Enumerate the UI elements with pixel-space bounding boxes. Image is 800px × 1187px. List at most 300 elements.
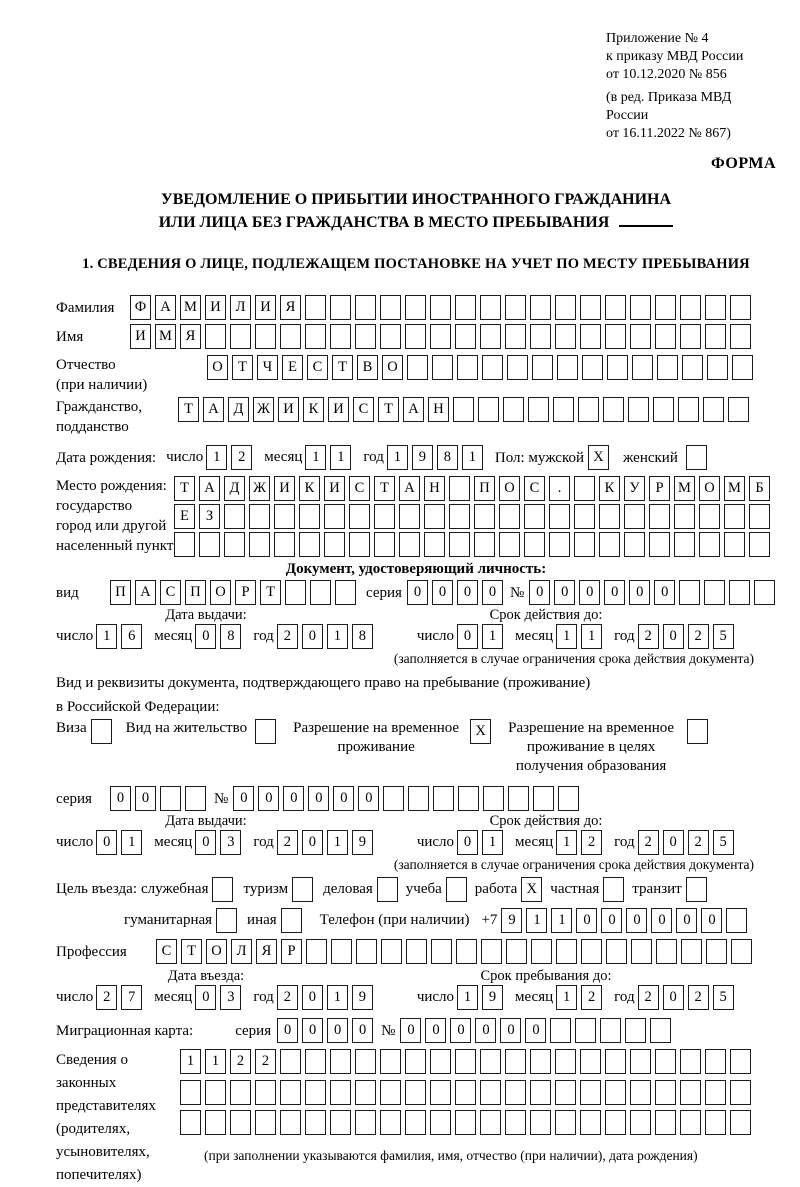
char-box[interactable]: О [207,355,228,380]
char-box[interactable]: П [110,580,131,605]
char-box[interactable]: 2 [688,830,709,855]
birth-place-line1[interactable] [174,476,770,501]
char-box[interactable]: А [199,476,220,501]
char-box[interactable] [399,504,420,529]
purpose-transit-checkbox[interactable] [686,877,707,902]
char-box[interactable]: 0 [327,1018,348,1043]
char-box[interactable] [674,532,695,557]
char-box[interactable] [380,1080,401,1105]
char-box[interactable]: 9 [412,445,433,470]
char-box[interactable] [680,1080,701,1105]
char-box[interactable] [578,397,599,422]
char-box[interactable] [449,476,470,501]
temp-residence-checkbox[interactable] [470,719,491,744]
char-box[interactable] [457,355,478,380]
char-box[interactable]: А [399,476,420,501]
char-box[interactable] [355,1110,376,1135]
char-box[interactable] [674,504,695,529]
char-box[interactable] [481,939,502,964]
char-box[interactable]: Я [180,324,201,349]
char-box[interactable] [555,1049,576,1074]
char-box[interactable]: 0 [308,786,329,811]
char-box[interactable]: 1 [556,985,577,1010]
char-box[interactable]: 1 [305,445,326,470]
char-box[interactable] [649,532,670,557]
char-box[interactable] [749,532,770,557]
char-box[interactable]: А [155,295,176,320]
char-box[interactable] [482,355,503,380]
char-box[interactable]: 5 [713,624,734,649]
char-box[interactable]: 9 [352,830,373,855]
char-box[interactable] [355,1080,376,1105]
char-box[interactable]: 3 [220,985,241,1010]
char-box[interactable]: С [353,397,374,422]
char-box[interactable]: И [205,295,226,320]
char-box[interactable]: 1 [387,445,408,470]
doc-series-boxes[interactable] [407,580,503,605]
char-box[interactable] [705,1080,726,1105]
char-box[interactable] [655,1110,676,1135]
purpose-business-checkbox[interactable] [377,877,398,902]
char-box[interactable] [703,397,724,422]
birth-place-line3[interactable] [174,532,770,557]
char-box[interactable]: Т [332,355,353,380]
char-box[interactable] [255,1110,276,1135]
char-box[interactable]: Н [424,476,445,501]
char-box[interactable]: Н [428,397,449,422]
char-box[interactable]: 1 [327,985,348,1010]
char-box[interactable]: Д [228,397,249,422]
char-box[interactable] [383,786,404,811]
char-box[interactable] [655,1080,676,1105]
char-box[interactable] [205,1080,226,1105]
char-box[interactable] [456,939,477,964]
char-box[interactable] [624,532,645,557]
char-box[interactable] [230,324,251,349]
char-box[interactable]: Я [280,295,301,320]
char-box[interactable]: 1 [551,908,572,933]
char-box[interactable] [687,719,708,744]
purpose-tourism-checkbox[interactable] [292,877,313,902]
char-box[interactable]: 1 [482,830,503,855]
char-box[interactable]: А [135,580,156,605]
char-box[interactable]: 0 [277,1018,298,1043]
char-box[interactable]: А [403,397,424,422]
char-box[interactable] [706,939,727,964]
char-box[interactable]: Д [224,476,245,501]
char-box[interactable] [324,532,345,557]
char-box[interactable] [405,1080,426,1105]
char-box[interactable] [553,397,574,422]
char-box[interactable]: 1 [556,830,577,855]
char-box[interactable] [480,1110,501,1135]
char-box[interactable] [624,504,645,529]
issue-day-boxes[interactable] [96,624,142,649]
char-box[interactable] [605,1049,626,1074]
char-box[interactable]: 1 [180,1049,201,1074]
char-box[interactable] [274,504,295,529]
char-box[interactable] [185,786,206,811]
char-box[interactable]: 2 [688,624,709,649]
char-box[interactable] [729,580,750,605]
char-box[interactable] [305,1049,326,1074]
char-box[interactable]: 0 [554,580,575,605]
char-box[interactable] [730,1049,751,1074]
char-box[interactable] [505,1080,526,1105]
char-box[interactable]: 0 [352,1018,373,1043]
char-box[interactable] [505,1110,526,1135]
char-box[interactable]: 0 [195,624,216,649]
valid-year-boxes[interactable] [638,624,734,649]
char-box[interactable] [555,1080,576,1105]
char-box[interactable] [408,786,429,811]
char-box[interactable] [555,295,576,320]
char-box[interactable]: 0 [701,908,722,933]
char-box[interactable]: 0 [457,830,478,855]
stay-day-boxes[interactable] [457,985,503,1010]
char-box[interactable] [405,324,426,349]
char-box[interactable]: 0 [457,580,478,605]
char-box[interactable]: 0 [110,786,131,811]
char-box[interactable] [230,1110,251,1135]
purpose-study-checkbox[interactable] [446,877,467,902]
sex-female-checkbox[interactable] [686,445,707,470]
char-box[interactable]: С [349,476,370,501]
char-box[interactable]: Т [181,939,202,964]
purpose-other-checkbox[interactable] [281,908,302,933]
char-box[interactable] [249,504,270,529]
char-box[interactable] [630,1049,651,1074]
char-box[interactable] [530,1080,551,1105]
char-box[interactable]: 0 [283,786,304,811]
char-box[interactable]: 0 [626,908,647,933]
char-box[interactable] [607,355,628,380]
sex-male-checkbox[interactable] [588,445,609,470]
char-box[interactable] [355,1049,376,1074]
char-box[interactable]: 0 [529,580,550,605]
char-box[interactable] [508,786,529,811]
char-box[interactable] [724,532,745,557]
doc-number-boxes[interactable] [529,580,775,605]
char-box[interactable]: И [130,324,151,349]
char-box[interactable] [91,719,112,744]
char-box[interactable] [374,532,395,557]
entry-year-boxes[interactable] [277,985,373,1010]
char-box[interactable] [730,295,751,320]
char-box[interactable]: В [357,355,378,380]
char-box[interactable] [705,1110,726,1135]
char-box[interactable]: 0 [654,580,675,605]
birth-year-boxes[interactable] [387,445,483,470]
char-box[interactable]: Р [649,476,670,501]
char-box[interactable]: Л [231,939,252,964]
char-box[interactable]: Е [282,355,303,380]
char-box[interactable] [255,324,276,349]
char-box[interactable]: О [699,476,720,501]
char-box[interactable]: А [203,397,224,422]
char-box[interactable] [503,397,524,422]
char-box[interactable]: 1 [121,830,142,855]
legal-reps-line2[interactable] [180,1080,751,1105]
char-box[interactable] [686,445,707,470]
char-box[interactable] [630,324,651,349]
residence-issue-day[interactable] [96,830,142,855]
char-box[interactable]: П [185,580,206,605]
char-box[interactable]: Т [378,397,399,422]
char-box[interactable]: 0 [258,786,279,811]
char-box[interactable] [505,324,526,349]
char-box[interactable] [631,939,652,964]
residence-issue-year[interactable] [277,830,373,855]
char-box[interactable] [499,532,520,557]
char-box[interactable] [430,1049,451,1074]
char-box[interactable] [530,1110,551,1135]
char-box[interactable] [730,1110,751,1135]
char-box[interactable] [224,504,245,529]
char-box[interactable] [732,355,753,380]
char-box[interactable] [480,1049,501,1074]
char-box[interactable] [431,939,452,964]
char-box[interactable] [306,939,327,964]
char-box[interactable]: С [307,355,328,380]
char-box[interactable]: 1 [205,1049,226,1074]
char-box[interactable]: 2 [581,830,602,855]
char-box[interactable] [558,786,579,811]
char-box[interactable] [524,532,545,557]
char-box[interactable]: М [180,295,201,320]
profession-boxes[interactable] [156,939,752,964]
char-box[interactable]: 0 [333,786,354,811]
birth-month-boxes[interactable] [305,445,351,470]
char-box[interactable]: 0 [302,830,323,855]
char-box[interactable]: 1 [327,830,348,855]
char-box[interactable] [330,1080,351,1105]
visa-checkbox[interactable] [91,719,112,744]
char-box[interactable] [680,295,701,320]
char-box[interactable]: И [255,295,276,320]
char-box[interactable] [699,532,720,557]
char-box[interactable] [533,786,554,811]
char-box[interactable]: И [278,397,299,422]
purpose-official-checkbox[interactable] [212,877,233,902]
char-box[interactable]: 0 [432,580,453,605]
char-box[interactable] [603,877,624,902]
char-box[interactable] [505,1049,526,1074]
char-box[interactable] [657,355,678,380]
char-box[interactable] [405,1110,426,1135]
char-box[interactable] [255,1080,276,1105]
char-box[interactable] [574,504,595,529]
char-box[interactable] [705,324,726,349]
char-box[interactable] [433,786,454,811]
char-box[interactable] [549,532,570,557]
phone-boxes[interactable] [501,908,747,933]
char-box[interactable] [575,1018,596,1043]
char-box[interactable]: Ж [253,397,274,422]
stay-year-boxes[interactable] [638,985,734,1010]
char-box[interactable] [605,295,626,320]
char-box[interactable] [349,504,370,529]
char-box[interactable] [205,324,226,349]
char-box[interactable]: К [599,476,620,501]
temp-residence-education-checkbox[interactable] [687,719,708,744]
char-box[interactable]: 2 [581,985,602,1010]
char-box[interactable] [455,1080,476,1105]
char-box[interactable] [655,324,676,349]
char-box[interactable] [699,504,720,529]
char-box[interactable]: К [299,476,320,501]
char-box[interactable] [430,295,451,320]
char-box[interactable] [599,504,620,529]
char-box[interactable]: 2 [277,830,298,855]
char-box[interactable]: 0 [629,580,650,605]
char-box[interactable] [480,324,501,349]
char-box[interactable] [605,324,626,349]
char-box[interactable] [574,476,595,501]
char-box[interactable] [374,504,395,529]
char-box[interactable]: И [328,397,349,422]
char-box[interactable] [331,939,352,964]
char-box[interactable]: П [474,476,495,501]
char-box[interactable] [555,324,576,349]
char-box[interactable] [380,1110,401,1135]
char-box[interactable] [726,908,747,933]
char-box[interactable] [281,908,302,933]
doc-type-boxes[interactable] [110,580,356,605]
char-box[interactable] [424,504,445,529]
purpose-humanitarian-checkbox[interactable] [216,908,237,933]
char-box[interactable]: Б [749,476,770,501]
char-box[interactable] [212,877,233,902]
char-box[interactable] [280,1110,301,1135]
char-box[interactable]: 5 [713,985,734,1010]
char-box[interactable]: 2 [638,985,659,1010]
char-box[interactable]: 1 [327,624,348,649]
migration-series-boxes[interactable] [277,1018,373,1043]
char-box[interactable]: 9 [501,908,522,933]
char-box[interactable]: 0 [450,1018,471,1043]
char-box[interactable] [555,1110,576,1135]
char-box[interactable] [686,877,707,902]
char-box[interactable]: 0 [604,580,625,605]
char-box[interactable]: О [499,476,520,501]
char-box[interactable]: Ф [130,295,151,320]
char-box[interactable] [550,1018,571,1043]
char-box[interactable] [628,397,649,422]
char-box[interactable]: 0 [195,985,216,1010]
char-box[interactable] [330,1049,351,1074]
char-box[interactable] [605,1110,626,1135]
char-box[interactable]: О [382,355,403,380]
char-box[interactable]: 0 [663,624,684,649]
char-box[interactable]: У [624,476,645,501]
char-box[interactable] [160,786,181,811]
char-box[interactable] [180,1110,201,1135]
issue-year-boxes[interactable] [277,624,373,649]
char-box[interactable] [600,1018,621,1043]
char-box[interactable]: 1 [206,445,227,470]
surname-boxes[interactable] [130,295,751,320]
char-box[interactable] [430,1110,451,1135]
char-box[interactable]: 8 [220,624,241,649]
char-box[interactable] [224,532,245,557]
char-box[interactable] [230,1080,251,1105]
char-box[interactable] [174,532,195,557]
char-box[interactable] [682,355,703,380]
valid-month-boxes[interactable] [556,624,602,649]
char-box[interactable]: 1 [482,624,503,649]
char-box[interactable] [255,719,276,744]
char-box[interactable]: 0 [576,908,597,933]
char-box[interactable]: 0 [601,908,622,933]
char-box[interactable] [505,295,526,320]
char-box[interactable]: 5 [713,830,734,855]
char-box[interactable] [532,355,553,380]
char-box[interactable] [656,939,677,964]
char-box[interactable]: 7 [121,985,142,1010]
char-box[interactable]: 0 [233,786,254,811]
char-box[interactable] [299,532,320,557]
char-box[interactable] [506,939,527,964]
residence-issue-month[interactable] [195,830,241,855]
entry-month-boxes[interactable] [195,985,241,1010]
char-box[interactable]: М [724,476,745,501]
patronymic-boxes[interactable] [207,355,753,380]
char-box[interactable]: 2 [277,624,298,649]
birth-day-boxes[interactable] [206,445,252,470]
char-box[interactable]: 1 [556,624,577,649]
char-box[interactable] [280,1080,301,1105]
issue-month-boxes[interactable] [195,624,241,649]
char-box[interactable]: 0 [579,580,600,605]
char-box[interactable] [483,786,504,811]
char-box[interactable] [630,295,651,320]
citizenship-boxes[interactable] [178,397,749,422]
char-box[interactable] [704,580,725,605]
char-box[interactable] [446,877,467,902]
char-box[interactable] [530,1049,551,1074]
char-box[interactable]: М [155,324,176,349]
char-box[interactable] [680,1049,701,1074]
char-box[interactable]: И [274,476,295,501]
char-box[interactable] [355,324,376,349]
char-box[interactable]: 1 [457,985,478,1010]
purpose-private-checkbox[interactable] [603,877,624,902]
char-box[interactable] [681,939,702,964]
birth-place-line2[interactable] [174,504,770,529]
char-box[interactable] [549,504,570,529]
char-box[interactable] [330,295,351,320]
char-box[interactable] [199,532,220,557]
char-box[interactable]: 1 [462,445,483,470]
char-box[interactable] [380,295,401,320]
char-box[interactable] [705,295,726,320]
char-box[interactable] [574,532,595,557]
char-box[interactable] [655,295,676,320]
migration-number-boxes[interactable] [400,1018,671,1043]
char-box[interactable] [524,504,545,529]
char-box[interactable] [455,324,476,349]
purpose-work-checkbox[interactable] [521,877,542,902]
char-box[interactable]: X [588,445,609,470]
char-box[interactable]: 0 [96,830,117,855]
char-box[interactable] [349,532,370,557]
char-box[interactable] [330,324,351,349]
char-box[interactable] [581,939,602,964]
char-box[interactable] [305,1080,326,1105]
char-box[interactable] [603,397,624,422]
char-box[interactable] [556,939,577,964]
